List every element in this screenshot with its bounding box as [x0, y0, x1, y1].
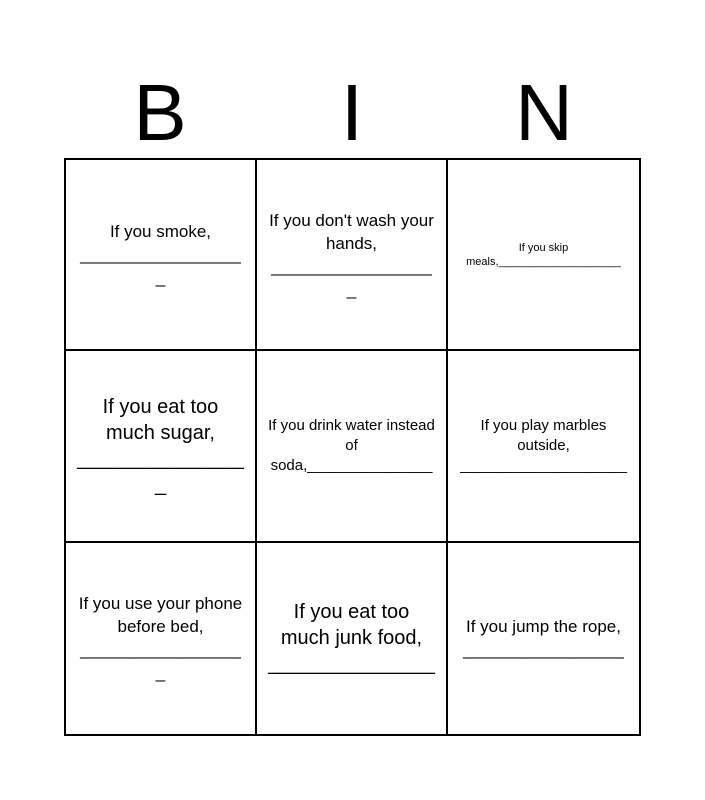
bingo-cell[interactable]	[448, 351, 639, 542]
cell-prompt: If you jump the rope, _________________	[463, 617, 624, 660]
header-letter-n: N	[515, 68, 573, 157]
bingo-cell[interactable]	[257, 160, 448, 351]
cell-prompt: If you don't wash your hands, __________________	[269, 210, 434, 299]
cell-prompt: If you smoke, __________________	[80, 222, 241, 288]
cell-prompt: If you skip meals,____________________	[466, 241, 621, 268]
cell-prompt: If you use your phone before bed, __________________	[78, 594, 243, 683]
bingo-cell[interactable]	[448, 543, 639, 734]
bingo-cell[interactable]	[448, 160, 639, 351]
bingo-cell[interactable]	[66, 543, 257, 734]
cell-prompt: If you eat too much junk food, _______________	[268, 601, 435, 676]
header-letter-b: B	[133, 68, 187, 157]
cell-prompt: If you drink water instead of soda,_______________	[268, 416, 435, 474]
bingo-cell[interactable]	[66, 160, 257, 351]
bingo-grid	[64, 158, 641, 736]
bingo-cell[interactable]	[257, 543, 448, 734]
bingo-cell[interactable]	[257, 351, 448, 542]
cell-prompt: If you play marbles outside, ____________________	[460, 416, 627, 474]
cell-prompt: If you eat too much sugar, ________________	[77, 395, 244, 496]
bingo-cell[interactable]	[66, 351, 257, 542]
header-letter-i: I	[340, 68, 364, 157]
